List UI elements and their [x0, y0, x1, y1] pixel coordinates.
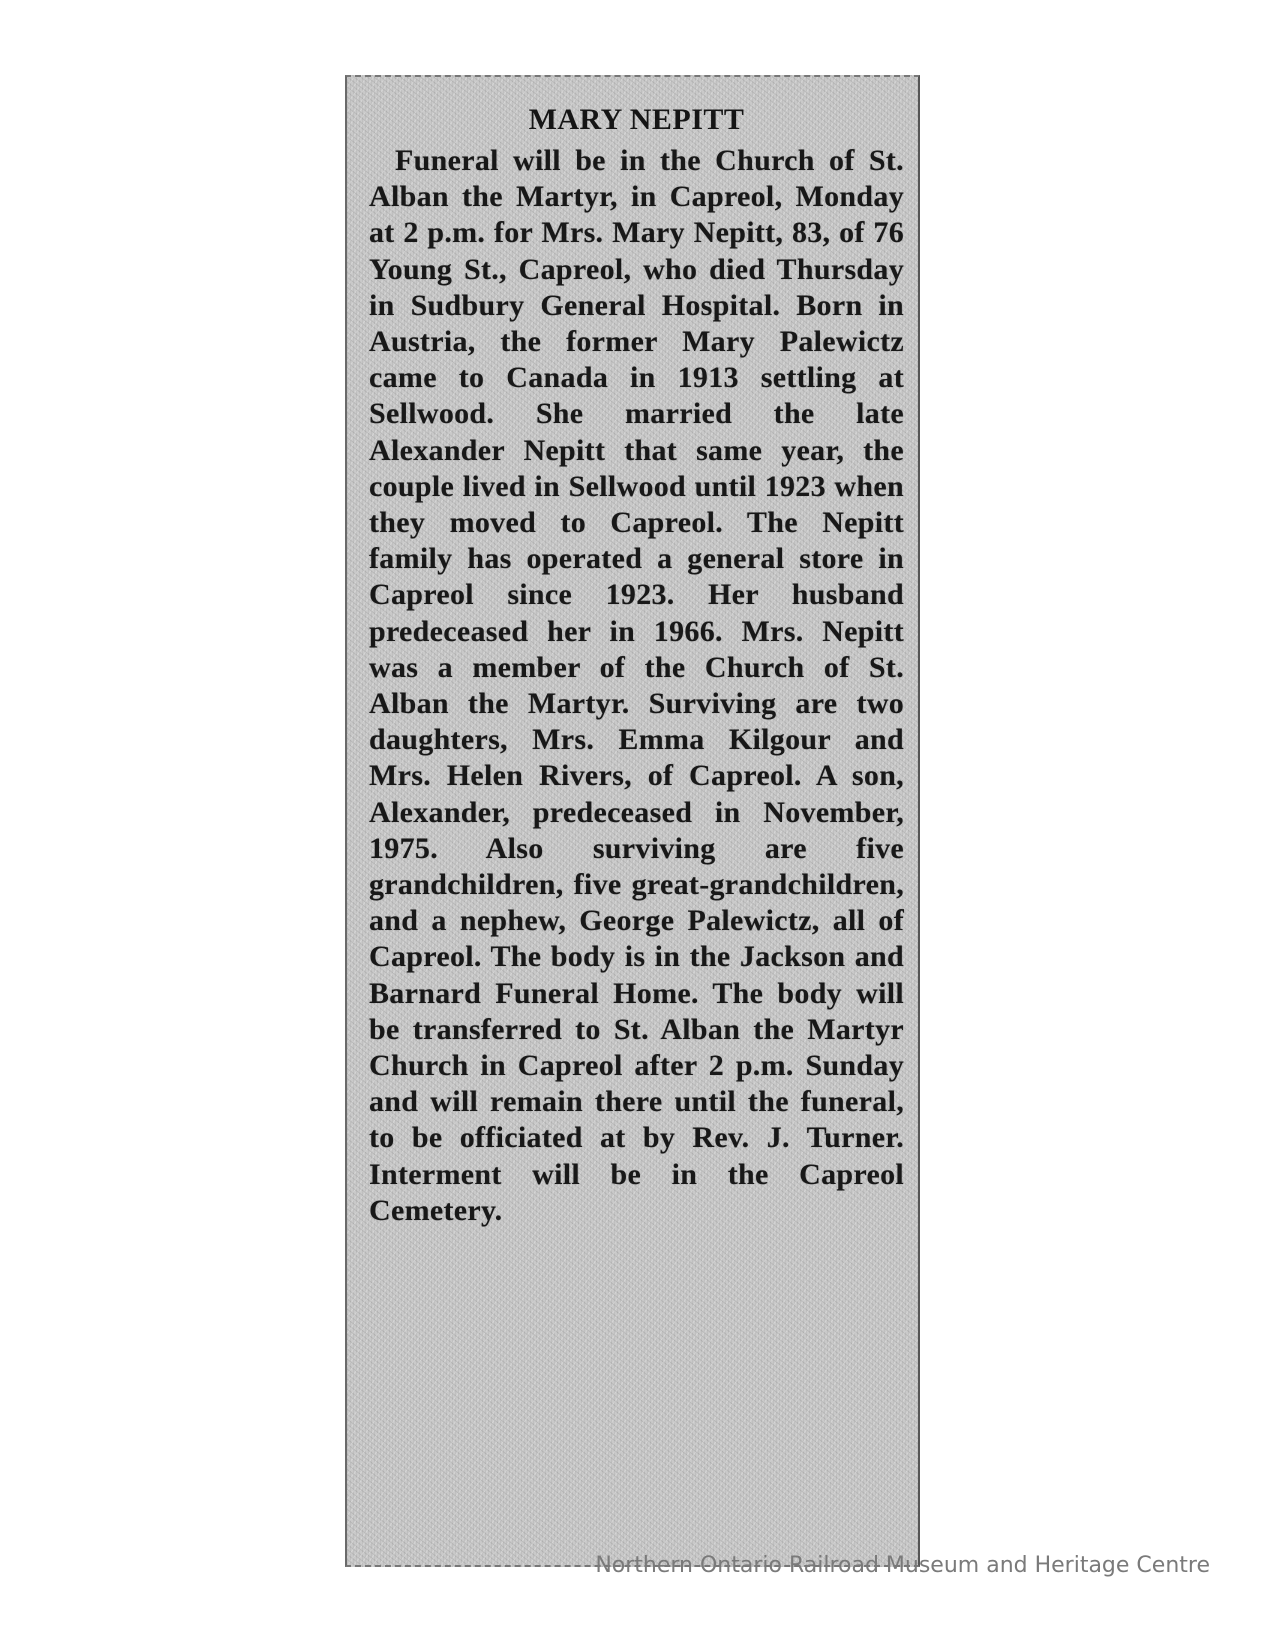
- source-credit: Northern Ontario Railroad Museum and Heritage Centre: [595, 1553, 1210, 1578]
- newspaper-clipping: [345, 75, 920, 1567]
- obituary-body: Funeral will be in the Church of St. Alban the Martyr, in Capreol, Monday at 2 p.m. for Mrs. Mary Nepitt, 83, of 76 Young St., Capreol, who died Thursday in Sudbury General Hospital. Born in Austria, the former Mary Palewictz came to Canada in 1913 settling at Sellwood. She married the late Alexander Nepitt that same year, the couple lived in Sellwood until 1923 when they moved to Capreol. The Nepitt family has operated a general store in Capreol since 1923. Her husband predeceased her in 1966. Mrs. Nepitt was a member of the Church of St. Alban the Martyr. Surviving are two daughters, Mrs. Emma Kilgour and Mrs. Helen Rivers, of Capreol. A son, Alexander, predeceased in November, 1975. Also surviving are five grandchildren, five great-grandchildren, and a nephew, George Palewictz, all of Capreol. The body is in the Jackson and Barnard Funeral Home. The body will be transferred to St. Alban the Martyr Church in Capreol after 2 p.m. Sunday and will remain there until the funeral, to be officiated at by Rev. J. Turner. Interment will be in the Capreol Cemetery.: [369, 144, 904, 1227]
- obituary-headline: MARY NEPITT: [528, 103, 745, 136]
